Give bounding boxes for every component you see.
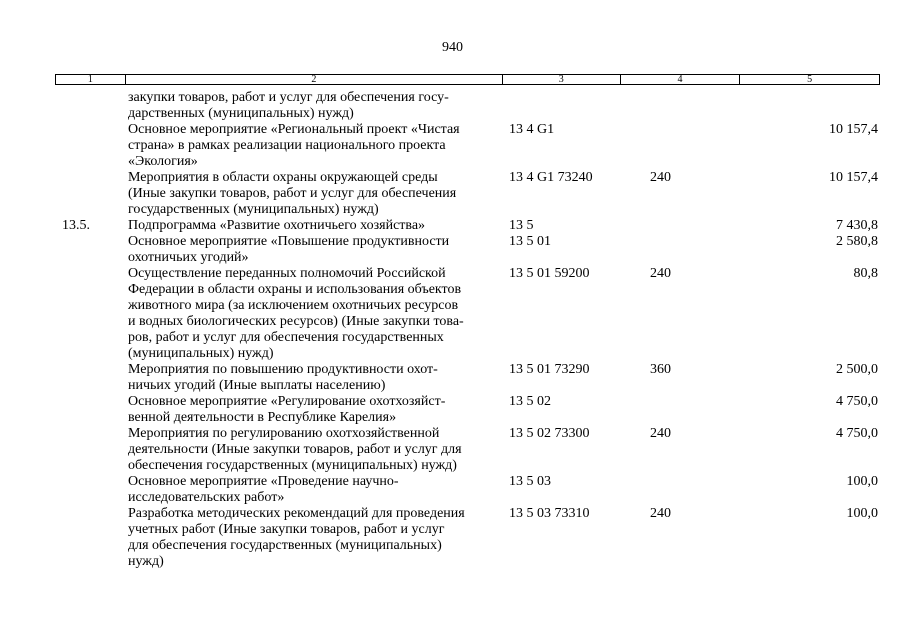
description-line: Разработка методических рекомендаций для проведения	[128, 506, 465, 521]
row-code: 13 4 G1 73240	[509, 170, 593, 185]
description-line: венной деятельности в Республике Карелия»	[128, 410, 397, 425]
row-code: 13 5 01 59200	[509, 266, 590, 281]
row-code: 13 5 02 73300	[509, 426, 590, 441]
description-line: Основное мероприятие «Региональный проект «Чистая	[128, 122, 460, 137]
page-number: 940	[442, 40, 463, 55]
row-expense-type	[650, 234, 730, 266]
row-expense-type	[650, 394, 730, 426]
row-expense-type	[650, 218, 730, 234]
description-line: ров, работ и услуг для обеспечения государственных	[128, 330, 444, 345]
row-amount	[730, 90, 878, 122]
row-amount: 2 500,0	[836, 362, 878, 377]
description-line: закупки товаров, работ и услуг для обеспечения госу-	[128, 90, 449, 105]
table-row	[0, 90, 905, 122]
row-amount: 10 157,4	[829, 122, 878, 137]
table-row	[0, 426, 905, 474]
row-description	[128, 218, 500, 234]
description-line: Основное мероприятие «Повышение продуктивности	[128, 234, 450, 249]
row-number	[0, 394, 128, 426]
row-code: 13 5 03	[509, 474, 551, 489]
description-line: обеспечения государственных (муниципальных) нужд)	[128, 458, 457, 473]
row-description	[128, 426, 500, 474]
row-description	[128, 122, 500, 170]
row-number	[0, 266, 128, 362]
row-code: 13 5 01 73290	[509, 362, 590, 377]
row-number	[0, 170, 128, 218]
row-expense-type	[650, 122, 730, 170]
description-line: охотничьих угодий»	[128, 250, 249, 265]
description-line: «Экология»	[128, 154, 198, 169]
description-line: и водных биологических ресурсов) (Иные закупки това-	[128, 314, 464, 329]
row-amount: 7 430,8	[836, 218, 878, 233]
row-amount: 100,0	[846, 506, 878, 521]
row-number	[0, 234, 128, 266]
row-number	[0, 122, 128, 170]
description-line: животного мира (за исключением охотничьих ресурсов	[128, 298, 459, 313]
table-row	[0, 234, 905, 266]
row-amount: 80,8	[853, 266, 878, 281]
row-amount: 100,0	[846, 474, 878, 489]
row-expense-type: 240	[650, 170, 671, 185]
row-code	[500, 90, 650, 122]
description-line: ничьих угодий (Иные выплаты населению)	[128, 378, 386, 393]
description-line: государственных (муниципальных) нужд)	[128, 202, 379, 217]
row-amount: 2 580,8	[836, 234, 878, 249]
description-line: Мероприятия в области охраны окружающей среды	[128, 170, 438, 185]
row-expense-type: 240	[650, 506, 671, 521]
description-line: Основное мероприятие «Регулирование охотхозяйст-	[128, 394, 446, 409]
row-description	[128, 266, 500, 362]
description-line: Подпрограмма «Развитие охотничьего хозяйства»	[128, 218, 426, 233]
row-code: 13 5	[509, 218, 534, 233]
table-row	[0, 394, 905, 426]
row-amount: 4 750,0	[836, 394, 878, 409]
row-expense-type	[650, 474, 730, 506]
description-line: Мероприятия по регулированию охотхозяйственной	[128, 426, 440, 441]
description-line: Основное мероприятие «Проведение научно-	[128, 474, 399, 489]
table-row	[0, 266, 905, 362]
row-description	[128, 394, 500, 426]
description-line: Мероприятия по повышению продуктивности охот-	[128, 362, 438, 377]
row-number	[0, 90, 128, 122]
header-col-4: 4	[621, 75, 741, 84]
header-col-1: 1	[56, 75, 126, 84]
row-description	[128, 170, 500, 218]
header-col-5: 5	[807, 74, 813, 85]
row-expense-type	[650, 90, 730, 122]
table-row	[0, 506, 905, 570]
header-col-2: 2	[126, 75, 503, 84]
description-line: (муниципальных) нужд)	[128, 346, 274, 361]
row-number	[0, 362, 128, 394]
description-line: исследовательских работ»	[128, 490, 285, 505]
table-row	[0, 474, 905, 506]
description-line: нужд)	[128, 554, 164, 569]
description-line: Осуществление переданных полномочий Российской	[128, 266, 446, 281]
row-number: 13.5.	[62, 218, 90, 233]
description-line: учетных работ (Иные закупки товаров, работ и услуг	[128, 522, 445, 537]
row-number	[0, 426, 128, 474]
header-col-3: 3	[503, 75, 621, 84]
description-line: деятельности (Иные закупки товаров, работ и услуг для	[128, 442, 462, 457]
row-expense-type: 360	[650, 362, 671, 377]
row-code: 13 5 02	[509, 394, 551, 409]
row-code: 13 5 01	[509, 234, 551, 249]
row-amount: 4 750,0	[836, 426, 878, 441]
row-expense-type: 240	[650, 266, 671, 281]
description-line: дарственных (муниципальных) нужд)	[128, 106, 354, 121]
row-number	[0, 474, 128, 506]
table-row	[0, 362, 905, 394]
row-description	[128, 506, 500, 570]
description-line: для обеспечения государственных (муниципальных)	[128, 538, 442, 553]
row-description	[128, 474, 500, 506]
row-description	[128, 234, 500, 266]
row-expense-type: 240	[650, 426, 671, 441]
row-code: 13 5 03 73310	[509, 506, 590, 521]
row-amount: 10 157,4	[829, 170, 878, 185]
table-row	[0, 170, 905, 218]
description-line: страна» в рамках реализации национального проекта	[128, 138, 446, 153]
description-line: (Иные закупки товаров, работ и услуг для обеспечения	[128, 186, 457, 201]
row-code: 13 4 G1	[509, 122, 555, 137]
table-body	[0, 90, 905, 570]
table-header	[55, 74, 880, 85]
row-description	[128, 90, 500, 122]
table-row	[0, 122, 905, 170]
row-number	[0, 506, 128, 570]
table-row	[0, 218, 905, 234]
description-line: Федерации в области охраны и использования объектов	[128, 282, 462, 297]
row-description	[128, 362, 500, 394]
